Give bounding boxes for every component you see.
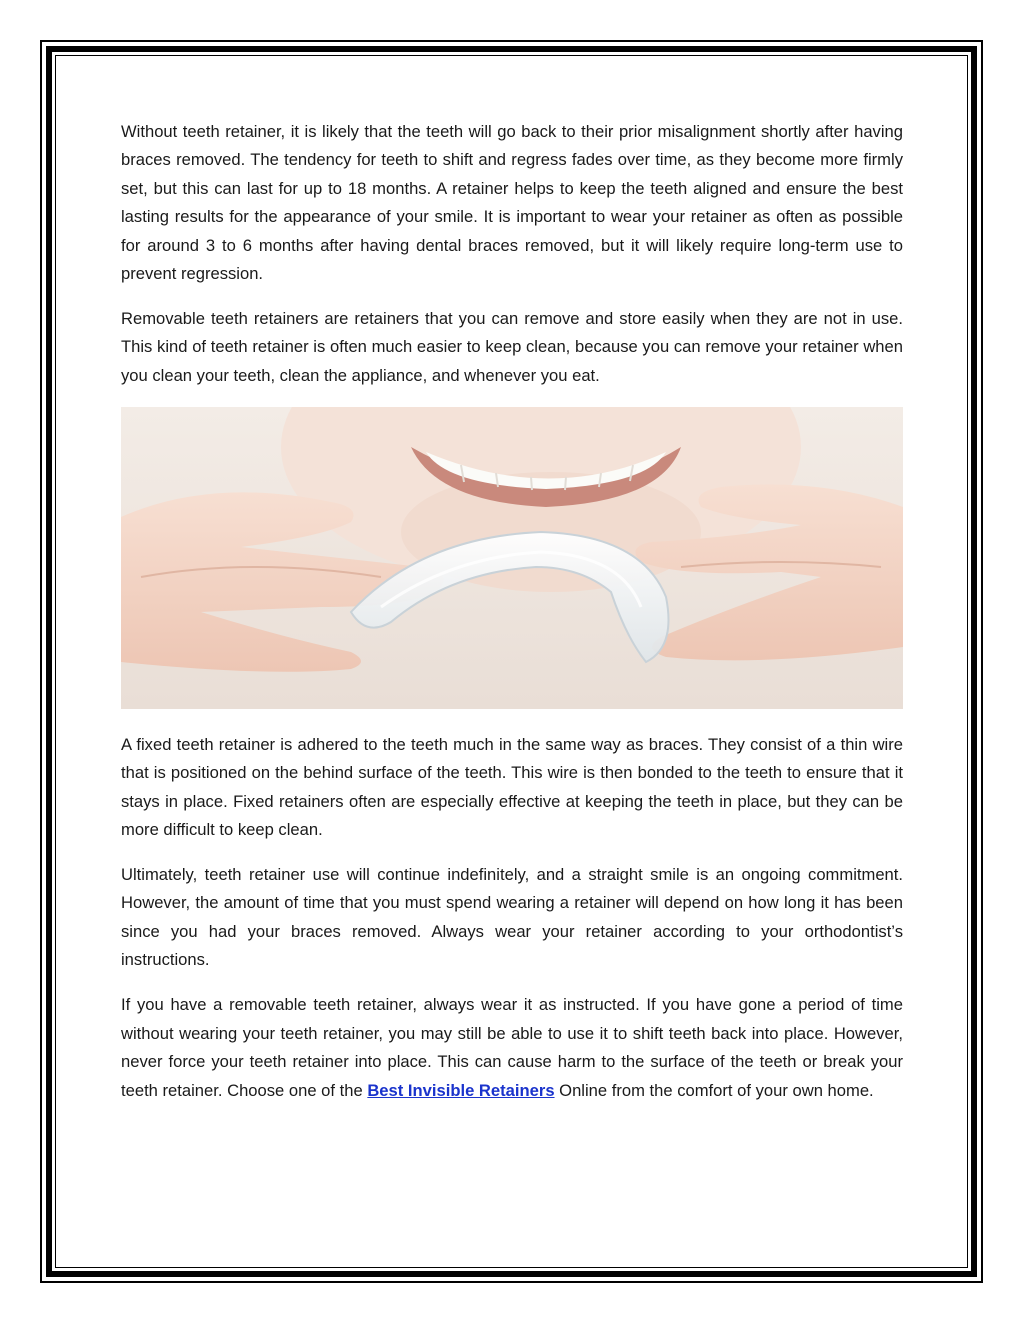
best-invisible-retainers-link[interactable]: Best Invisible Retainers <box>367 1080 555 1100</box>
smile-retainer-photo <box>121 407 903 709</box>
paragraph-retainer-purpose: Without teeth retainer, it is likely that the teeth will go back to their prior misalignment shortly after having braces removed. The tendency for teeth to shift and regress fades over time, as they become more firmly set, but this can last for up to 18 months. A retainer helps to keep the teeth aligned and ensure the best lasting results for the appearance of your smile. It is important to wear your retainer as often as possible for around 3 to 6 months after having dental braces removed, but it will likely require long-term use to prevent regression. <box>121 122 903 284</box>
paragraph-text-after-link: Online from the comfort of your own home. <box>554 1080 874 1100</box>
document-body <box>121 118 903 1105</box>
paragraph-text-before-link: If you have a removable teeth retainer, always wear it as instructed. If you have gone a period of time without wearing your teeth retainer, you may still be able to use it to shift teeth back into place. However, never force your teeth retainer into place. This can cause harm to the surface of the teeth or break your teeth retainer. Choose one of the <box>121 995 903 1100</box>
paragraph-ongoing-commitment: Ultimately, teeth retainer use will continue indefinitely, and a straight smile is an ongoing commitment. However, the amount of time that you must spend wearing a retainer will depend on how long it has been since you had your braces removed. Always wear your retainer according to your orthodontist’s instructions. <box>121 865 903 970</box>
paragraph-wear-instructions <box>121 991 903 1105</box>
paragraph-fixed-retainers: A fixed teeth retainer is adhered to the teeth much in the same way as braces. They consist of a thin wire that is positioned on the behind surface of the teeth. This wire is then bonded to the teeth to ensure that it stays in place. Fixed retainers often are especially effective at keeping the teeth in place, but they can be more difficult to keep clean. <box>121 734 903 840</box>
paragraph-removable-retainers: Removable teeth retainers are retainers that you can remove and store easily when they are not in use. This kind of teeth retainer is often much easier to keep clean, because you can remove your retainer when you clean your teeth, clean the appliance, and whenever you eat. <box>121 309 903 385</box>
